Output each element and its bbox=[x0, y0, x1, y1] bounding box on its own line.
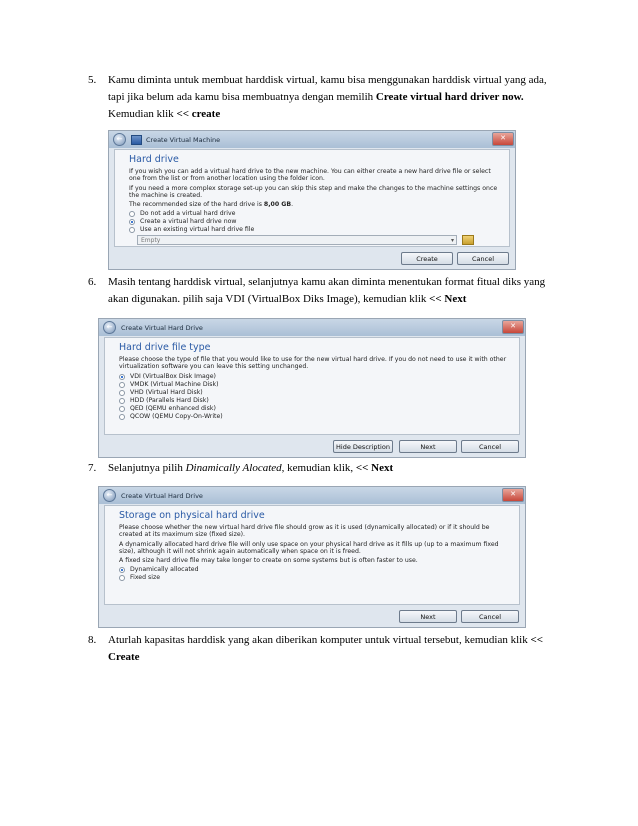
radio-option[interactable] bbox=[119, 373, 519, 381]
window-icon bbox=[131, 135, 142, 145]
dialog-heading: Storage on physical hard drive bbox=[119, 510, 265, 521]
radio-icon[interactable] bbox=[119, 575, 125, 581]
radio-option[interactable] bbox=[119, 405, 519, 413]
close-icon[interactable]: ✕ bbox=[502, 488, 524, 502]
step-number: 8. bbox=[88, 634, 97, 646]
step-text bbox=[108, 460, 558, 477]
screenshot-storage-physical-hard-drive bbox=[98, 486, 526, 628]
dialog-description: A dynamically allocated hard drive file will only use space on your physical hard drive as it fills up (up to a maximum fixed size), although it will not shrink again automatically when space on it is freed. bbox=[119, 540, 499, 555]
radio-label: HDD (Parallels Hard Disk) bbox=[130, 396, 209, 404]
step-number: 6. bbox=[88, 276, 97, 288]
radio-label: Do not add a virtual hard drive bbox=[140, 210, 236, 218]
radio-label: Dynamically allocated bbox=[130, 566, 199, 574]
cancel-button[interactable]: Cancel bbox=[461, 440, 519, 453]
window-titlebar bbox=[109, 131, 515, 148]
dialog-content bbox=[104, 505, 520, 605]
radio-option[interactable] bbox=[119, 566, 519, 574]
step-text-bold: << create bbox=[176, 108, 221, 120]
cancel-button[interactable]: Cancel bbox=[461, 610, 519, 623]
step-5 bbox=[88, 72, 558, 123]
dialog-footer bbox=[99, 439, 525, 453]
dialog-footer bbox=[99, 609, 525, 623]
window-titlebar bbox=[99, 487, 525, 504]
dialog-content bbox=[104, 337, 520, 435]
screenshot-create-virtual-machine bbox=[108, 130, 516, 270]
hard-drive-combo[interactable] bbox=[137, 235, 509, 245]
screenshot-hard-drive-file-type bbox=[98, 318, 526, 458]
radio-option[interactable] bbox=[129, 226, 509, 234]
radio-option[interactable] bbox=[119, 574, 519, 582]
dialog-description: The recommended size of the hard drive is 8,00 GB. bbox=[129, 201, 294, 209]
dialog-description: A fixed size hard drive file may take longer to create on some systems but is often faster to use. bbox=[119, 557, 418, 565]
step-7 bbox=[88, 460, 558, 477]
window-title: Create Virtual Hard Drive bbox=[121, 323, 203, 332]
radio-label: QCOW (QEMU Copy-On-Write) bbox=[130, 412, 223, 420]
radio-icon[interactable] bbox=[129, 227, 135, 233]
radio-icon[interactable] bbox=[119, 414, 125, 420]
close-icon[interactable]: ✕ bbox=[502, 320, 524, 334]
radio-label: QED (QEMU enhanced disk) bbox=[130, 404, 216, 412]
radio-label: VDI (VirtualBox Disk Image) bbox=[130, 372, 216, 380]
step-text-italic: Dinamically Alocated, bbox=[185, 462, 285, 474]
radio-icon[interactable] bbox=[119, 398, 125, 404]
step-text-plain: Selanjutnya pilih bbox=[108, 462, 183, 474]
radio-option[interactable] bbox=[119, 397, 519, 405]
window-title: Create Virtual Machine bbox=[146, 135, 221, 144]
radio-icon[interactable] bbox=[119, 382, 125, 388]
window-controls bbox=[492, 131, 515, 148]
next-button[interactable]: Next bbox=[399, 610, 457, 623]
step-text bbox=[108, 632, 558, 666]
step-6 bbox=[88, 274, 558, 308]
radio-option[interactable] bbox=[119, 381, 519, 389]
step-text-plain: Masih tentang harddisk virtual, selanjutnya kamu akan diminta menentukan format fitual diks yang akan digunakan. pilih saja VDI (VirtualBox Diks Image), kemudian klik bbox=[108, 276, 546, 305]
window-controls bbox=[502, 487, 525, 504]
dialog-heading: Hard drive bbox=[129, 154, 179, 165]
radio-selected-icon[interactable] bbox=[119, 374, 125, 380]
back-arrow-icon[interactable]: ← bbox=[113, 133, 126, 146]
radio-label: Use an existing virtual hard drive file bbox=[140, 226, 255, 234]
window-title: Create Virtual Hard Drive bbox=[121, 491, 203, 500]
radio-option[interactable] bbox=[119, 389, 519, 397]
step-text bbox=[108, 72, 558, 123]
step-text-bold: << Create bbox=[108, 634, 544, 663]
step-text-mid: kemudian klik, bbox=[287, 462, 354, 474]
dialog-description: Please choose the type of file that you would like to use for the new virtual hard drive. If you do not need to use it with other virtualization software you can leave this setting unchanged. bbox=[119, 356, 507, 371]
radio-label: VHD (Virtual Hard Disk) bbox=[130, 388, 203, 396]
dialog-description: If you need a more complex storage set-up you can skip this step and make the changes to the machine settings once the machine is created. bbox=[129, 184, 498, 199]
step-number: 7. bbox=[88, 462, 97, 474]
step-number: 5. bbox=[88, 74, 97, 86]
next-button[interactable]: Next bbox=[399, 440, 457, 453]
radio-option[interactable] bbox=[119, 413, 519, 421]
window-controls bbox=[502, 319, 525, 336]
radio-icon[interactable] bbox=[119, 406, 125, 412]
combo-box[interactable] bbox=[137, 235, 457, 245]
recommended-size-value: 8,00 GB bbox=[263, 201, 292, 209]
step-text-mid: Kemudian klik bbox=[108, 108, 174, 120]
folder-icon[interactable] bbox=[462, 235, 474, 245]
radio-icon[interactable] bbox=[129, 211, 135, 217]
radio-label: VMDK (Virtual Machine Disk) bbox=[130, 380, 219, 388]
dialog-description: If you wish you can add a virtual hard drive to the new machine. You can either create a new hard drive file or select one from the list or from another location using the folder icon. bbox=[129, 168, 491, 183]
dialog-content bbox=[114, 149, 510, 247]
step-text bbox=[108, 274, 558, 308]
create-button[interactable]: Create bbox=[401, 252, 453, 265]
dialog-heading: Hard drive file type bbox=[119, 342, 211, 353]
close-icon[interactable]: ✕ bbox=[492, 132, 514, 146]
step-text-plain: Kamu diminta untuk membuat harddisk virtual, kamu bisa menggunakan harddisk virtual yang ada, tapi jika belum ada kamu bisa membuatnya dengan memilih bbox=[108, 74, 547, 103]
dialog-description: Please choose whether the new virtual hard drive file should grow as it is used (dynamically allocated) or if it should be created at its maximum size (fixed size). bbox=[119, 524, 490, 539]
radio-selected-icon[interactable] bbox=[129, 219, 135, 225]
dialog-footer bbox=[109, 251, 515, 265]
chevron-down-icon[interactable]: ▾ bbox=[450, 237, 454, 245]
radio-icon[interactable] bbox=[119, 390, 125, 396]
radio-selected-icon[interactable] bbox=[119, 567, 125, 573]
cancel-button[interactable]: Cancel bbox=[457, 252, 509, 265]
back-arrow-icon[interactable]: ← bbox=[103, 321, 116, 334]
step-text-plain: Aturlah kapasitas harddisk yang akan diberikan komputer untuk virtual tersebut, kemudian klik bbox=[108, 634, 528, 646]
step-text-bold: << Next bbox=[429, 293, 467, 305]
combo-value: Empty bbox=[141, 237, 161, 245]
radio-option[interactable] bbox=[129, 218, 509, 226]
step-text-bold: Create virtual hard driver now. bbox=[375, 91, 524, 103]
window-titlebar bbox=[99, 319, 525, 336]
hide-description-button[interactable]: Hide Description bbox=[333, 440, 393, 453]
step-text-bold: << Next bbox=[355, 462, 394, 474]
step-8 bbox=[88, 632, 558, 666]
radio-option[interactable] bbox=[129, 210, 509, 218]
recommended-size-text: The recommended size of the hard drive is bbox=[129, 201, 264, 209]
radio-label: Create a virtual hard drive now bbox=[140, 218, 237, 226]
back-arrow-icon[interactable]: ← bbox=[103, 489, 116, 502]
radio-label: Fixed size bbox=[130, 574, 160, 582]
